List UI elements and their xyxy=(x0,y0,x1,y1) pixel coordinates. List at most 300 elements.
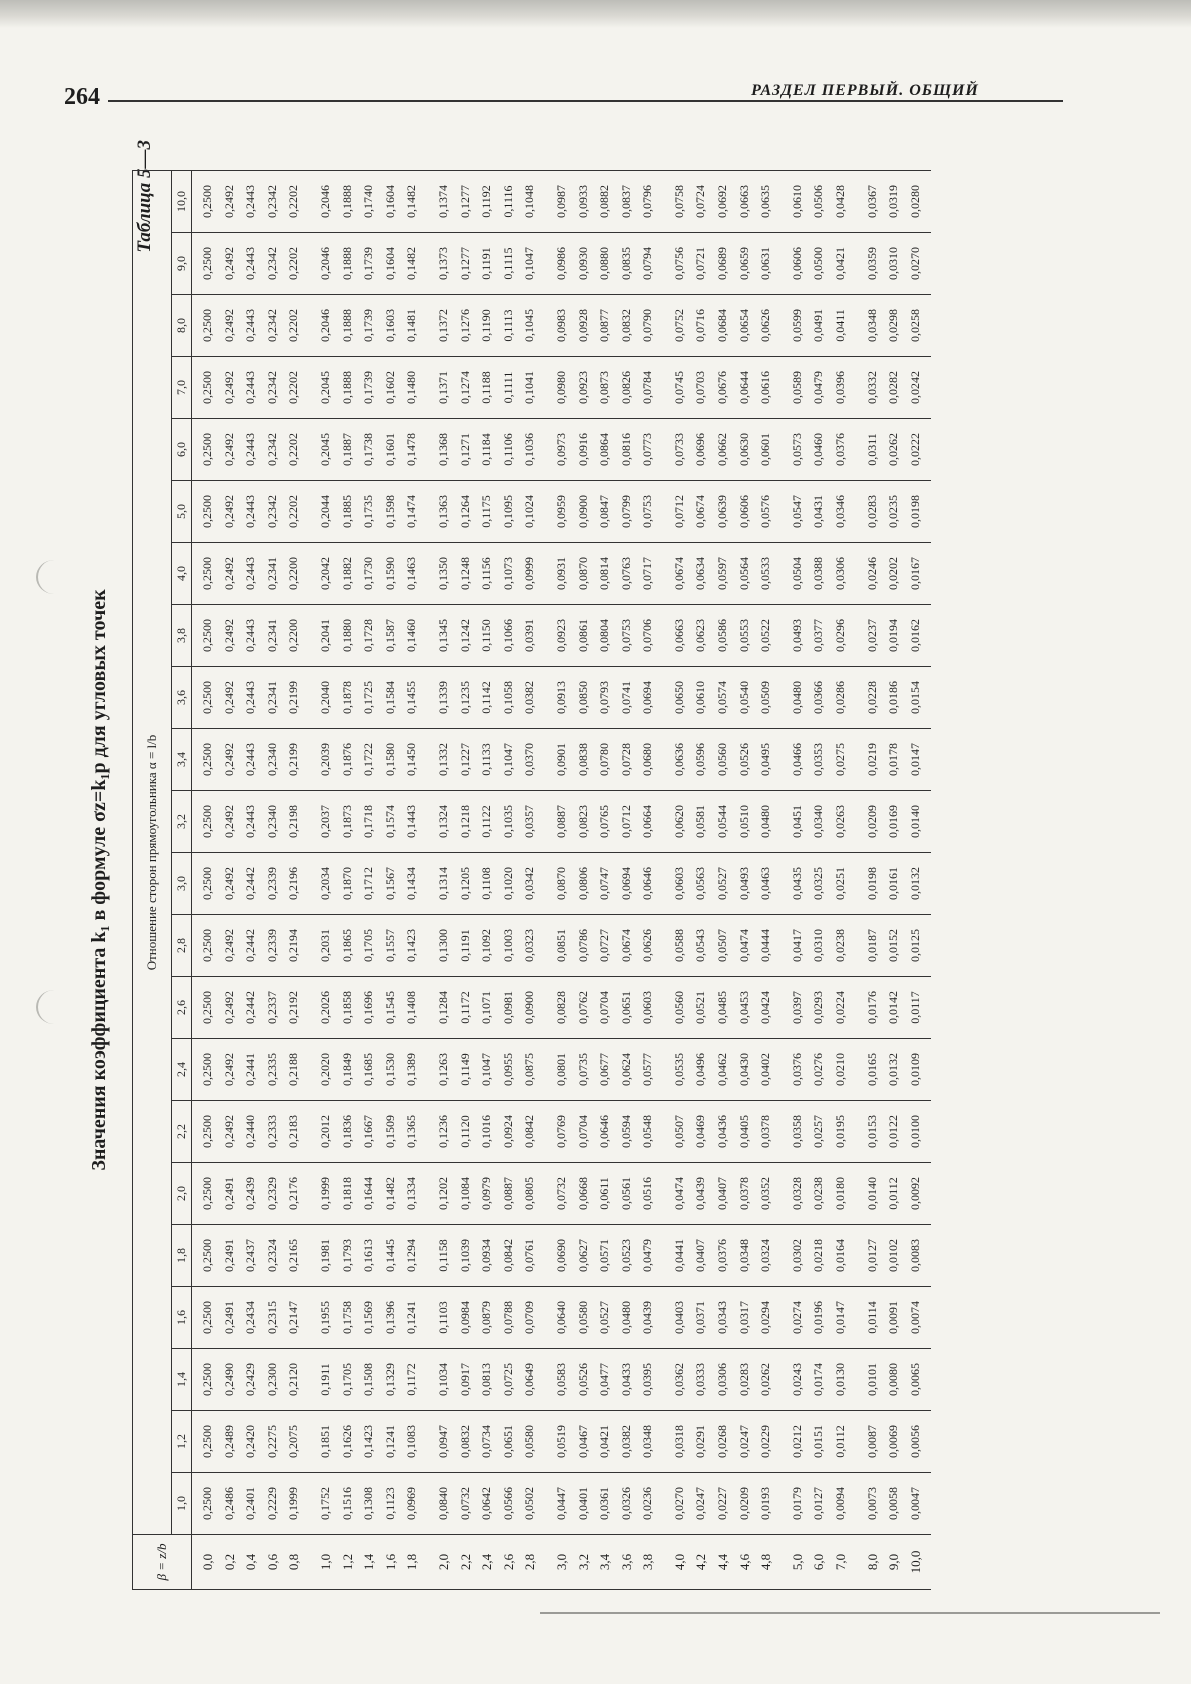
cell-value: 0,0346 xyxy=(833,495,848,528)
coefficient-table xyxy=(132,170,931,1590)
cell-value: 0,2337 xyxy=(264,991,279,1024)
cell-value: 0,0151 xyxy=(811,1425,826,1458)
cell-value: 0,2500 xyxy=(200,867,214,900)
table-cell xyxy=(192,729,310,791)
cell-value: 0,1758 xyxy=(339,1301,354,1334)
column-header: 1,4 xyxy=(172,1349,192,1411)
cell-value: 0,0828 xyxy=(553,991,568,1024)
cell-value: 0,0479 xyxy=(811,371,826,404)
cell-value: 0,0444 xyxy=(758,929,773,962)
cell-value: 0,2012 xyxy=(317,1115,332,1148)
cell-value: 0,0101 xyxy=(864,1363,879,1396)
cell-value: 0,2202 xyxy=(286,433,301,466)
cell-value: 0,1284 xyxy=(435,991,450,1024)
table-cell xyxy=(310,481,428,543)
cell-value: 0,0298 xyxy=(886,309,901,342)
table-cell xyxy=(782,1473,857,1535)
cell-value: 0,1115 xyxy=(500,247,515,280)
cell-value: 0,0560 xyxy=(715,743,730,776)
cell-value: 0,0258 xyxy=(907,309,922,342)
cell-value: 0,1345 xyxy=(435,619,450,652)
cell-value: 0,0735 xyxy=(575,1053,590,1086)
cell-value: 0,0597 xyxy=(715,557,730,590)
cell-value: 0,1423 xyxy=(404,929,419,962)
cell-value: 0,1116 xyxy=(500,185,515,218)
cell-value: 0,0823 xyxy=(575,805,590,838)
cell-value: 0,1574 xyxy=(382,805,397,838)
cell-value: 0,0270 xyxy=(671,1487,686,1520)
table-row-group xyxy=(546,171,664,1590)
cell-value: 0,0340 xyxy=(811,805,826,838)
cell-value: 0,0583 xyxy=(553,1363,568,1396)
cell-value: 0,0125 xyxy=(907,929,922,962)
cell-value: 0,1603 xyxy=(382,309,397,342)
cell-value: 0,0703 xyxy=(693,371,708,404)
cell-value: 0,2500 xyxy=(200,433,214,466)
cell-value: 0,2492 xyxy=(221,991,236,1024)
table-cell xyxy=(428,295,546,357)
beta-value: 2,6 xyxy=(500,1553,516,1571)
cell-value: 0,1443 xyxy=(404,805,419,838)
cell-value: 0,2401 xyxy=(243,1487,258,1520)
cell-value: 0,0984 xyxy=(457,1301,472,1334)
cell-value: 0,0870 xyxy=(553,867,568,900)
cell-value: 0,0516 xyxy=(640,1177,655,1210)
table-cell xyxy=(782,729,857,791)
table-cell xyxy=(310,543,428,605)
cell-value: 0,0080 xyxy=(886,1363,901,1396)
cell-value: 0,0721 xyxy=(693,247,708,280)
cell-value: 0,0799 xyxy=(618,495,633,528)
cell-value: 0,0717 xyxy=(640,557,655,590)
beta-cell xyxy=(546,1535,664,1590)
cell-value: 0,2341 xyxy=(264,619,279,652)
cell-value: 0,2491 xyxy=(221,1301,236,1334)
cell-value: 0,0826 xyxy=(618,371,633,404)
table-cell xyxy=(782,357,857,419)
beta-value: 0,0 xyxy=(200,1553,215,1571)
cell-value: 0,0934 xyxy=(479,1239,494,1272)
table-cell xyxy=(782,915,857,977)
cell-value: 0,0366 xyxy=(811,681,826,714)
binder-hole xyxy=(36,990,72,1024)
table-cell xyxy=(310,1101,428,1163)
cell-value: 0,1880 xyxy=(339,619,354,652)
cell-value: 0,2324 xyxy=(264,1239,279,1272)
cell-value: 0,0747 xyxy=(597,867,612,900)
beta-value: 9,0 xyxy=(886,1553,902,1571)
cell-value: 0,0167 xyxy=(907,557,922,590)
cell-value: 0,0877 xyxy=(597,309,612,342)
column-header: 8,0 xyxy=(172,295,192,357)
table-cell xyxy=(857,853,932,915)
table-cell xyxy=(428,1039,546,1101)
cell-value: 0,0507 xyxy=(671,1115,686,1148)
cell-value: 0,0627 xyxy=(575,1239,590,1272)
table-cell xyxy=(857,1039,932,1101)
cell-value: 0,0527 xyxy=(597,1301,612,1334)
beta-value: 1,8 xyxy=(404,1553,420,1571)
beta-value: 5,0 xyxy=(789,1553,805,1571)
cell-value: 0,0065 xyxy=(907,1363,922,1396)
table-cell xyxy=(192,233,310,295)
cell-value: 0,0861 xyxy=(575,619,590,652)
table-cell xyxy=(310,1287,428,1349)
cell-value: 0,0716 xyxy=(693,309,708,342)
cell-value: 0,0348 xyxy=(864,309,879,342)
cell-value: 0,0469 xyxy=(693,1115,708,1148)
cell-value: 0,0218 xyxy=(811,1239,826,1272)
cell-value: 0,2342 xyxy=(264,495,279,528)
cell-value: 0,0980 xyxy=(553,371,568,404)
column-header: 5,0 xyxy=(172,481,192,543)
cell-value: 0,2443 xyxy=(243,433,258,466)
cell-value: 0,0294 xyxy=(758,1301,773,1334)
cell-value: 0,0900 xyxy=(522,991,537,1024)
cell-value: 0,1888 xyxy=(339,309,354,342)
cell-value: 0,0447 xyxy=(553,1487,568,1520)
cell-value: 0,1113 xyxy=(500,309,515,342)
beta-value: 0,6 xyxy=(264,1553,280,1571)
cell-value: 0,0377 xyxy=(811,619,826,652)
table-cell xyxy=(857,729,932,791)
cell-value: 0,0127 xyxy=(811,1487,826,1520)
cell-value: 0,1752 xyxy=(317,1487,332,1520)
table-cell xyxy=(192,1287,310,1349)
cell-value: 0,1184 xyxy=(479,433,494,466)
table-cell xyxy=(664,543,782,605)
cell-value: 0,0117 xyxy=(907,991,922,1024)
cell-value: 0,0500 xyxy=(811,247,826,280)
cell-value: 0,1122 xyxy=(479,805,494,838)
cell-value: 0,2443 xyxy=(243,557,258,590)
cell-value: 0,0586 xyxy=(715,619,730,652)
cell-value: 0,2500 xyxy=(200,1487,214,1520)
cell-value: 0,1604 xyxy=(382,185,397,218)
cell-value: 0,0370 xyxy=(522,743,537,776)
cell-value: 0,1474 xyxy=(404,495,419,528)
cell-value: 0,1294 xyxy=(404,1239,419,1272)
table-cell xyxy=(428,1101,546,1163)
cell-value: 0,1999 xyxy=(317,1177,332,1210)
cell-value: 0,1271 xyxy=(457,433,472,466)
beta-header: β = z/b xyxy=(133,1535,192,1590)
cell-value: 0,1048 xyxy=(522,185,537,218)
cell-value: 0,1408 xyxy=(404,991,419,1024)
cell-value: 0,0229 xyxy=(758,1425,773,1458)
cell-value: 0,2500 xyxy=(200,1239,214,1272)
table-cell xyxy=(857,1163,932,1225)
cell-value: 0,1509 xyxy=(382,1115,397,1148)
column-header: 3,2 xyxy=(172,791,192,853)
table-cell xyxy=(782,1411,857,1473)
cell-value: 0,0923 xyxy=(553,619,568,652)
cell-value: 0,0507 xyxy=(715,929,730,962)
column-header: 2,0 xyxy=(172,1163,192,1225)
cell-value: 0,0169 xyxy=(886,805,901,838)
cell-value: 0,2441 xyxy=(243,1053,258,1086)
cell-value: 0,1016 xyxy=(479,1115,494,1148)
cell-value: 0,1191 xyxy=(457,929,472,962)
cell-value: 0,0140 xyxy=(864,1177,879,1210)
cell-value: 0,0804 xyxy=(597,619,612,652)
cell-value: 0,1123 xyxy=(382,1487,397,1520)
table-cell xyxy=(857,233,932,295)
table-cell xyxy=(192,1039,310,1101)
cell-value: 0,0931 xyxy=(553,557,568,590)
cell-value: 0,1276 xyxy=(457,309,472,342)
cell-value: 0,0296 xyxy=(833,619,848,652)
column-header: 9,0 xyxy=(172,233,192,295)
cell-value: 0,0780 xyxy=(597,743,612,776)
cell-value: 0,1372 xyxy=(435,309,450,342)
cell-value: 0,0263 xyxy=(833,805,848,838)
table-cell xyxy=(428,605,546,667)
cell-value: 0,2202 xyxy=(286,247,301,280)
cell-value: 0,0433 xyxy=(618,1363,633,1396)
cell-value: 0,1851 xyxy=(317,1425,332,1458)
cell-value: 0,0147 xyxy=(907,743,922,776)
cell-value: 0,0548 xyxy=(640,1115,655,1148)
cell-value: 0,1667 xyxy=(361,1115,376,1148)
cell-value: 0,0324 xyxy=(758,1239,773,1272)
table-cell xyxy=(428,171,546,233)
cell-value: 0,0732 xyxy=(457,1487,472,1520)
cell-value: 0,0947 xyxy=(435,1425,450,1458)
cell-value: 0,0923 xyxy=(575,371,590,404)
table-cell xyxy=(782,543,857,605)
cell-value: 0,1739 xyxy=(361,247,376,280)
cell-value: 0,0873 xyxy=(597,371,612,404)
beta-value: 7,0 xyxy=(833,1553,849,1571)
cell-value: 0,2500 xyxy=(200,185,214,218)
cell-value: 0,1644 xyxy=(361,1177,376,1210)
cell-value: 0,0343 xyxy=(715,1301,730,1334)
cell-value: 0,0801 xyxy=(553,1053,568,1086)
cell-value: 0,2300 xyxy=(264,1363,279,1396)
cell-value: 0,2500 xyxy=(200,929,214,962)
table-cell xyxy=(428,853,546,915)
table-cell xyxy=(857,791,932,853)
cell-value: 0,0917 xyxy=(457,1363,472,1396)
cell-value: 0,0577 xyxy=(640,1053,655,1086)
table-cell xyxy=(782,667,857,729)
cell-value: 0,0626 xyxy=(758,309,773,342)
cell-value: 0,0091 xyxy=(886,1301,901,1334)
cell-value: 0,1368 xyxy=(435,433,450,466)
table-cell xyxy=(428,481,546,543)
table-cell xyxy=(546,915,664,977)
cell-value: 0,1445 xyxy=(382,1239,397,1272)
cell-value: 0,0436 xyxy=(715,1115,730,1148)
cell-value: 0,0689 xyxy=(715,247,730,280)
cell-value: 0,0462 xyxy=(715,1053,730,1086)
cell-value: 0,0603 xyxy=(640,991,655,1024)
cell-value: 0,1730 xyxy=(361,557,376,590)
column-header: 3,6 xyxy=(172,667,192,729)
cell-value: 0,0069 xyxy=(886,1425,901,1458)
cell-value: 0,0382 xyxy=(522,681,537,714)
cell-value: 0,2443 xyxy=(243,681,258,714)
cell-value: 0,0467 xyxy=(575,1425,590,1458)
cell-value: 0,1277 xyxy=(457,247,472,280)
cell-value: 0,0626 xyxy=(640,929,655,962)
cell-value: 0,0212 xyxy=(789,1425,804,1458)
cell-value: 0,0933 xyxy=(575,185,590,218)
cell-value: 0,0228 xyxy=(864,681,879,714)
cell-value: 0,1150 xyxy=(479,619,494,652)
table-cell xyxy=(664,1163,782,1225)
table-cell xyxy=(192,667,310,729)
cell-value: 0,2492 xyxy=(221,557,236,590)
cell-value: 0,0540 xyxy=(736,681,751,714)
cell-value: 0,0441 xyxy=(671,1239,686,1272)
cell-value: 0,0527 xyxy=(715,867,730,900)
cell-value: 0,0773 xyxy=(640,433,655,466)
cell-value: 0,0793 xyxy=(597,681,612,714)
cell-value: 0,2500 xyxy=(200,371,214,404)
cell-value: 0,0235 xyxy=(886,495,901,528)
cell-value: 0,2034 xyxy=(317,867,332,900)
cell-value: 0,1192 xyxy=(479,185,494,218)
cell-value: 0,1516 xyxy=(339,1487,354,1520)
table-cell xyxy=(782,1163,857,1225)
cell-value: 0,0813 xyxy=(479,1363,494,1396)
cell-value: 0,0348 xyxy=(736,1239,751,1272)
cell-value: 0,0073 xyxy=(864,1487,879,1520)
table-cell xyxy=(782,171,857,233)
cell-value: 0,0636 xyxy=(671,743,686,776)
table-cell xyxy=(428,791,546,853)
table-cell xyxy=(546,171,664,233)
table-cell xyxy=(428,1287,546,1349)
table-cell xyxy=(192,419,310,481)
cell-value: 0,0928 xyxy=(575,309,590,342)
cell-value: 0,2046 xyxy=(317,309,332,342)
cell-value: 0,2202 xyxy=(286,185,301,218)
beta-value: 2,0 xyxy=(435,1553,451,1571)
cell-value: 0,0358 xyxy=(789,1115,804,1148)
cell-value: 0,0094 xyxy=(833,1487,848,1520)
cell-value: 0,0238 xyxy=(811,1177,826,1210)
cell-value: 0,0466 xyxy=(789,743,804,776)
cell-value: 0,0378 xyxy=(736,1177,751,1210)
cell-value: 0,0056 xyxy=(907,1425,922,1458)
cell-value: 0,0306 xyxy=(833,557,848,590)
cell-value: 0,0435 xyxy=(789,867,804,900)
cell-value: 0,0187 xyxy=(864,929,879,962)
cell-value: 0,2492 xyxy=(221,1053,236,1086)
cell-value: 0,0421 xyxy=(833,247,848,280)
cell-value: 0,2500 xyxy=(200,743,214,776)
beta-value: 1,6 xyxy=(382,1553,398,1571)
cell-value: 0,1314 xyxy=(435,867,450,900)
table-cell xyxy=(428,1411,546,1473)
table-cell xyxy=(857,1473,932,1535)
cell-value: 0,0209 xyxy=(864,805,879,838)
cell-value: 0,2437 xyxy=(243,1239,258,1272)
cell-value: 0,0606 xyxy=(789,247,804,280)
cell-value: 0,0194 xyxy=(886,619,901,652)
cell-value: 0,2490 xyxy=(221,1363,236,1396)
beta-value: 0,8 xyxy=(286,1553,302,1571)
table-cell xyxy=(664,1473,782,1535)
cell-value: 0,0112 xyxy=(886,1177,901,1210)
cell-value: 0,1374 xyxy=(435,185,450,218)
cell-value: 0,0959 xyxy=(553,495,568,528)
table-cell xyxy=(546,543,664,605)
cell-value: 0,0727 xyxy=(597,929,612,962)
table-cell xyxy=(192,481,310,543)
cell-value: 0,2500 xyxy=(200,1425,214,1458)
cell-value: 0,1455 xyxy=(404,681,419,714)
cell-value: 0,1241 xyxy=(404,1301,419,1334)
cell-value: 0,0361 xyxy=(597,1487,612,1520)
cell-value: 0,0506 xyxy=(811,185,826,218)
table-cell xyxy=(546,357,664,419)
table-cell xyxy=(546,605,664,667)
cell-value: 0,0805 xyxy=(522,1177,537,1210)
cell-value: 0,0328 xyxy=(789,1177,804,1210)
cell-value: 0,0535 xyxy=(671,1053,686,1086)
table-cell xyxy=(664,1039,782,1101)
cell-value: 0,0074 xyxy=(907,1301,922,1334)
cell-value: 0,1190 xyxy=(479,309,494,342)
cell-value: 0,0357 xyxy=(522,805,537,838)
cell-value: 0,0610 xyxy=(789,185,804,218)
table-row-group xyxy=(310,171,428,1590)
table-cell xyxy=(310,853,428,915)
table-cell xyxy=(428,233,546,295)
cell-value: 0,0353 xyxy=(811,743,826,776)
cell-value: 0,1482 xyxy=(404,247,419,280)
cell-value: 0,2120 xyxy=(286,1363,301,1396)
cell-value: 0,0161 xyxy=(886,867,901,900)
cell-value: 0,0174 xyxy=(811,1363,826,1396)
column-header-row xyxy=(172,171,192,1590)
table-cell xyxy=(192,1163,310,1225)
cell-value: 0,0302 xyxy=(789,1239,804,1272)
scan-edge-top xyxy=(0,0,1191,28)
cell-value: 0,1329 xyxy=(382,1363,397,1396)
cell-value: 0,0522 xyxy=(758,619,773,652)
cell-value: 0,0127 xyxy=(864,1239,879,1272)
cell-value: 0,1450 xyxy=(404,743,419,776)
table-cell xyxy=(857,295,932,357)
table-cell xyxy=(310,357,428,419)
table-cell xyxy=(664,1411,782,1473)
cell-value: 0,1685 xyxy=(361,1053,376,1086)
cell-value: 0,0362 xyxy=(671,1363,686,1396)
table-row-group xyxy=(857,171,932,1590)
cell-value: 0,0270 xyxy=(907,247,922,280)
table-cell xyxy=(857,915,932,977)
cell-value: 0,2342 xyxy=(264,309,279,342)
cell-value: 0,2492 xyxy=(221,433,236,466)
cell-value: 0,0310 xyxy=(886,247,901,280)
cell-value: 0,0623 xyxy=(693,619,708,652)
cell-value: 0,1389 xyxy=(404,1053,419,1086)
beta-cell xyxy=(664,1535,782,1590)
cell-value: 0,1149 xyxy=(457,1053,472,1086)
cell-value: 0,0690 xyxy=(553,1239,568,1272)
cell-value: 0,2492 xyxy=(221,247,236,280)
cell-value: 0,0186 xyxy=(886,681,901,714)
table-cell xyxy=(546,1101,664,1163)
beta-value: 3,4 xyxy=(597,1553,613,1571)
table-cell xyxy=(664,1349,782,1411)
column-header: 3,0 xyxy=(172,853,192,915)
